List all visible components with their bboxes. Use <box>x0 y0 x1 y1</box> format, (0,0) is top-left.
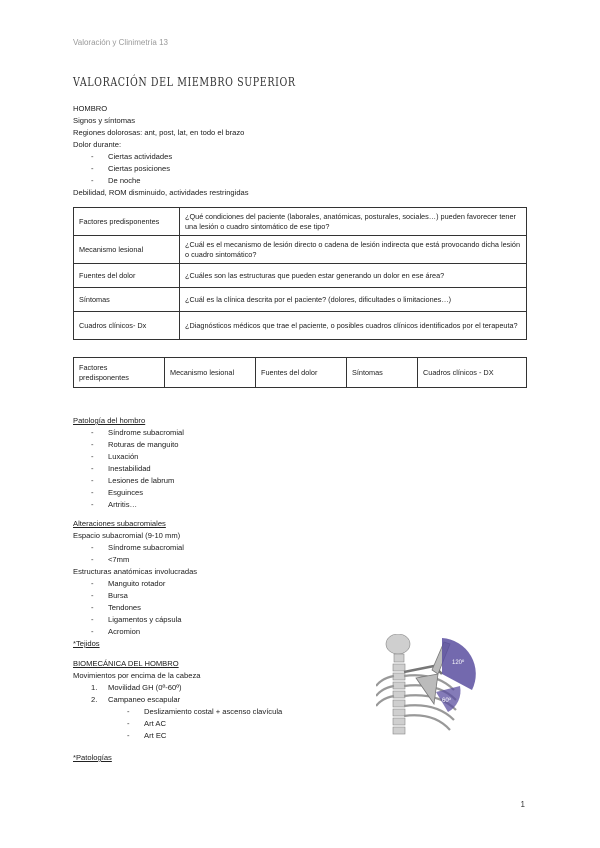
list-item: - <7mm <box>91 555 130 564</box>
biomecanica-section <box>73 658 282 742</box>
table-text-cell: ¿Cuáles son las estructuras que pueden estar generando un dolor en ese área? <box>180 264 527 288</box>
table-text-cell: ¿Cuál es la clínica descrita por el paciente? (dolores, dificultades o limitaciones…) <box>180 288 527 312</box>
intro-section <box>73 103 249 199</box>
list-item: - Artritis… <box>91 500 138 509</box>
list-item: - Bursa <box>91 591 128 600</box>
section-heading: Patología del hombro <box>73 416 146 425</box>
text-line: Movimientos por encima de la cabeza <box>73 671 201 680</box>
sub-item: - Deslizamiento costal + ascenso clavícula <box>127 707 283 716</box>
list-item: - Lesiones de labrum <box>91 476 175 485</box>
section-heading: Alteraciones subacromiales <box>73 519 166 528</box>
text-line: Espacio subacromial (9-10 mm) <box>73 531 181 540</box>
intro-line: Debilidad, ROM disminuido, actividades restringidas <box>73 188 249 197</box>
table-label-cell: Mecanismo lesional <box>74 236 180 264</box>
list-item: - Luxación <box>91 452 139 461</box>
table-row <box>74 264 527 288</box>
table-label-cell: Síntomas <box>74 288 180 312</box>
list-item: - Manguito rotador <box>91 579 166 588</box>
list-item: - Ciertas actividades <box>91 152 173 161</box>
list-item: - Roturas de manguito <box>91 440 179 449</box>
table-cell: Fuentes del dolor <box>256 358 347 388</box>
table-label-cell: Factores predisponentes <box>74 208 180 236</box>
table-cell: Cuadros clínicos - DX <box>418 358 527 388</box>
list-item: - Síndrome subacromial <box>91 543 184 552</box>
page-title: VALORACIÓN DEL MIEMBRO SUPERIOR <box>73 76 296 90</box>
angle-label-60: 60º <box>442 698 451 704</box>
note-link[interactable]: *Patologías <box>73 753 112 762</box>
intro-line: Signos y síntomas <box>73 116 136 125</box>
list-item: - Esguinces <box>91 488 144 497</box>
intro-line: Dolor durante: <box>73 140 122 149</box>
section-heading: BIOMECÁNICA DEL HOMBRO <box>73 659 179 668</box>
list-item: - Tendones <box>91 603 141 612</box>
sub-item: - Art AC <box>127 719 166 728</box>
table-row <box>74 236 527 264</box>
table-label-cell: Fuentes del dolor <box>74 264 180 288</box>
table-row <box>74 208 527 236</box>
shoulder-skeleton-figure <box>376 634 478 742</box>
intro-line: HOMBRO <box>73 104 108 113</box>
patologias-note <box>73 752 112 764</box>
sub-item: - Art EC <box>127 731 167 740</box>
list-item: - Síndrome subacromial <box>91 428 184 437</box>
numbered-item: 2. Campaneo escapular <box>91 695 181 704</box>
list-item: - Ligamentos y cápsula <box>91 615 182 624</box>
patologia-section <box>73 415 184 511</box>
question-table <box>73 207 527 340</box>
table-text-cell: ¿Qué condiciones del paciente (laborales, anatómicas, posturales, sociales…) pueden favorecer tener una lesión o cuadro sintomático de ese tipo? <box>180 208 527 236</box>
table-row <box>74 312 527 340</box>
numbered-item: 1. Movilidad GH (0º-60º) <box>91 683 182 692</box>
alteraciones-section <box>73 518 197 650</box>
text-line: Estructuras anatómicas involucradas <box>73 567 198 576</box>
table-text-cell: ¿Diagnósticos médicos que trae el paciente, o posibles cuadros clínicos identificados por el terapeuta? <box>180 312 527 340</box>
header-table <box>73 357 527 388</box>
page-header: Valoración y Clinimetría 13 <box>73 38 169 47</box>
intro-line: Regiones dolorosas: ant, post, lat, en todo el brazo <box>73 128 245 137</box>
table-cell: Factores predisponentes <box>74 358 165 388</box>
note-link[interactable]: *Tejidos <box>73 639 100 648</box>
table-cell: Síntomas <box>347 358 418 388</box>
table-cell: Mecanismo lesional <box>165 358 256 388</box>
list-item: - Inestabilidad <box>91 464 151 473</box>
table-label-cell: Cuadros clínicos- Dx <box>74 312 180 340</box>
table-text-cell: ¿Cuál es el mecanismo de lesión directo o cadena de lesión indirecta que está provocando dicha lesión o cuadro sintomático? <box>180 236 527 264</box>
list-item: - De noche <box>91 176 141 185</box>
list-item: - Ciertas posiciones <box>91 164 171 173</box>
table-row <box>74 288 527 312</box>
list-item: - Acromion <box>91 627 141 636</box>
angle-label-120: 120º <box>452 660 465 666</box>
page-number: 1 <box>520 800 525 809</box>
table-row <box>74 358 527 388</box>
